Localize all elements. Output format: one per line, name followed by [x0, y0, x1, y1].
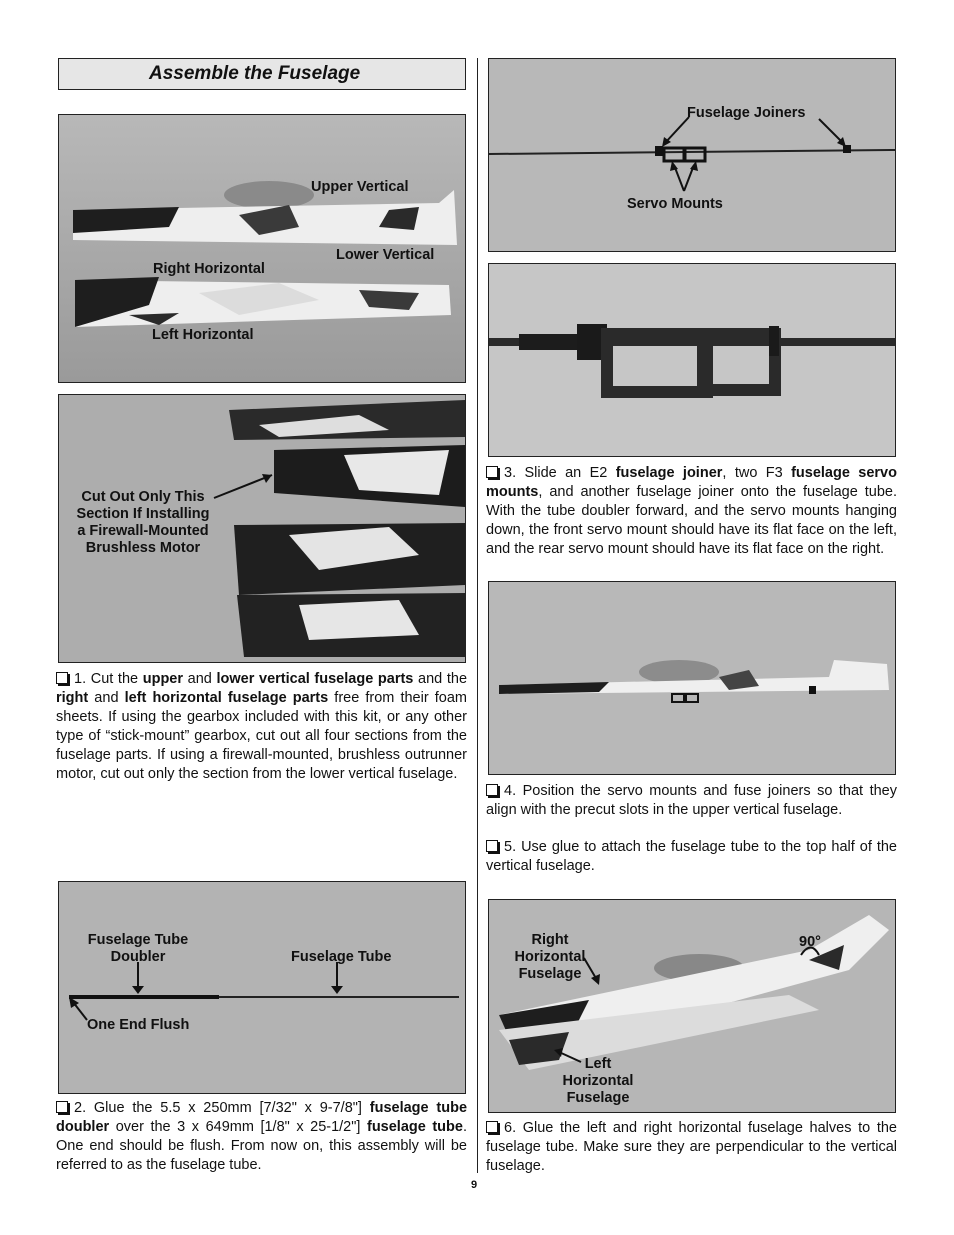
label-left-horizontal: Left Horizontal — [152, 327, 254, 343]
label-servo-mounts: Servo Mounts — [627, 196, 723, 212]
step-6-text: 6. Glue the left and right horizontal fuselage halves to the fuselage tube. Make sure they are perpendicular to the vertical fuselage. — [486, 1120, 897, 1174]
label-90-degrees: 90° — [799, 934, 821, 950]
checkbox-icon[interactable] — [486, 840, 498, 852]
label-fuselage-tube: Fuselage Tube — [291, 949, 392, 965]
step-5-text: 5. Use glue to attach the fuselage tube to the top half of the vertical fuselage. — [486, 839, 897, 874]
label-tube-doubler: Fuselage Tube Doubler — [87, 932, 189, 965]
checkbox-icon[interactable] — [486, 1121, 498, 1133]
photo-joiners-servo-mounts — [488, 58, 896, 252]
label-upper-vertical: Upper Vertical — [311, 179, 409, 195]
photo-vertical-illustration — [489, 582, 895, 774]
section-title-box — [58, 58, 466, 90]
label-lower-vertical: Lower Vertical — [336, 247, 435, 263]
checkbox-icon[interactable] — [56, 672, 68, 684]
cutout-callout-line: Cut Out Only This — [81, 489, 205, 505]
column-divider — [477, 58, 478, 1173]
cutout-callout-line: a Firewall-Mounted — [77, 523, 209, 539]
page-number: 9 — [471, 1179, 478, 1191]
label-left-horizontal-fuselage: Left Horizontal Fuselage — [562, 1056, 634, 1106]
checkbox-icon[interactable] — [56, 1101, 68, 1113]
section-title: Assemble the Fuselage — [149, 63, 361, 84]
photo-servo-mount-closeup — [488, 263, 896, 457]
label-one-end-flush: One End Flush — [87, 1017, 190, 1033]
cutout-callout-line: Section If Installing — [76, 506, 210, 522]
checkbox-icon[interactable] — [486, 784, 498, 796]
step-4-text: 4. Position the servo mounts and fuse joiners so that they align with the precut slots in the upper vertical fuselage. — [486, 783, 897, 818]
step-3-text: 3. Slide an E2 fuselage joiner, two F3 fuselage servo mounts, and another fuselage joiner onto the fuselage tube. With the tube doubler forward, and the servo mounts hanging down, the front servo mount should have its flat face on the left, and the rear servo mount should have its flat face on the right. — [486, 465, 897, 557]
label-fuselage-joiners: Fuselage Joiners — [687, 105, 806, 121]
label-right-horizontal-fuselage: Right Horizontal Fuselage — [514, 932, 586, 982]
checkbox-icon[interactable] — [486, 466, 498, 478]
photo-tube-on-vertical — [488, 581, 896, 775]
cutout-callout-line: Brushless Motor — [85, 540, 201, 556]
photo-foam-parts — [58, 114, 466, 383]
label-right-horizontal: Right Horizontal — [153, 261, 265, 277]
photo-horizontal-fuselage — [488, 899, 896, 1113]
photo-tube-illustration — [59, 882, 465, 1093]
photo-cutout-section — [58, 394, 466, 663]
step-2-text: 2. Glue the 5.5 x 250mm [7/32" x 9-7/8"] fuselage tube doubler over the 3 x 649mm [1/8" x 25-1/2"] fuselage tube. One end should be flush. From now on, this assembly will be referred to as the fuselage tube. — [56, 1100, 468, 1173]
photo-fuselage-tube — [58, 881, 466, 1094]
cutout-callout — [67, 489, 219, 557]
photo-joiners-illustration — [489, 59, 895, 251]
step-1-text: 1. Cut the upper and lower vertical fuselage parts and the right and left horizontal fuselage parts free from their foam sheets. If using the gearbox included with this kit, or any other type of “stick-mount” gearbox, cut out all four sections from the fuselage parts. If using a firewall-mounted, brushless outrunner motor, cut out only the section from the lower vertical fuselage. — [56, 671, 468, 782]
photo-closeup-illustration — [489, 264, 895, 456]
